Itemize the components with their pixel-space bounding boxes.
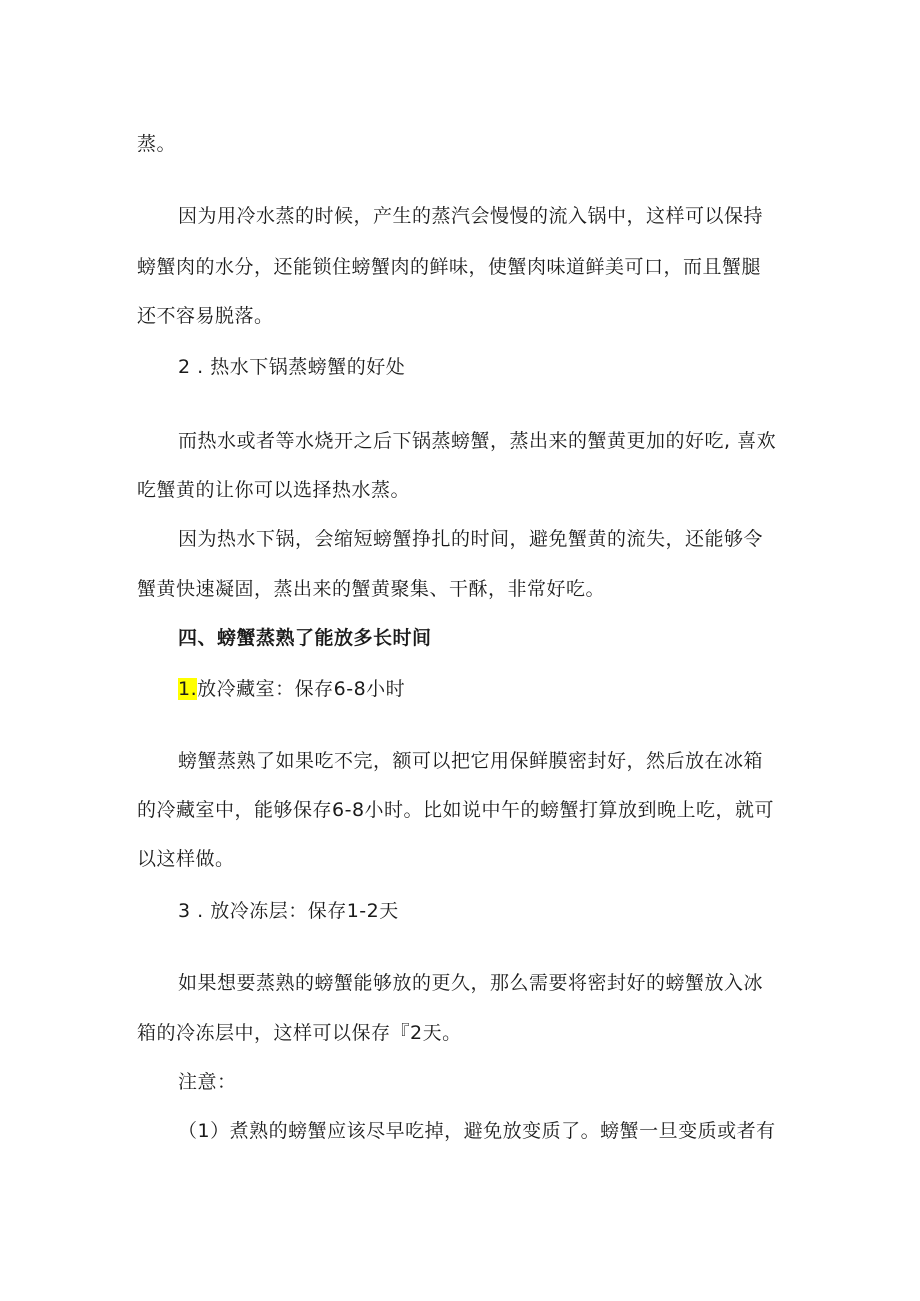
- paragraph-line: 因为热水下锅，会缩短螃蟹挣扎的时间，避免蟹黄的流失，还能够令: [178, 528, 764, 550]
- note-label: 注意：: [178, 1071, 237, 1093]
- paragraph-line: 蒸。: [137, 133, 177, 155]
- paragraph-line: （1）煮熟的螃蟹应该尽早吃掉，避免放变质了。螃蟹一旦变质或者有: [178, 1120, 776, 1142]
- subheading-line: 3 . 放冷冻层：保存1-2天: [178, 900, 399, 922]
- paragraph-line: 如果想要蒸熟的螃蟹能够放的更久，那么需要将密封好的螃蟹放入冰: [178, 972, 764, 994]
- subheading-line: [178, 676, 405, 702]
- paragraph-line: 箱的冷冻层中，这样可以保存『2天。: [137, 1022, 462, 1044]
- paragraph-line: 还不容易脱落。: [137, 305, 274, 327]
- paragraph-line: 以这样做。: [137, 848, 235, 870]
- paragraph-line: 而热水或者等水烧开之后下锅蒸螃蟹，蒸出来的蟹黄更加的好吃, 喜欢: [178, 430, 777, 452]
- subheading-text: 放冷藏室：保存6-8小时: [197, 678, 406, 700]
- paragraph-line: 蟹黄快速凝固，蒸出来的蟹黄聚集、干酥，非常好吃。: [137, 578, 606, 600]
- paragraph-line: 螃蟹肉的水分，还能锁住螃蟹肉的鲜味，使蟹肉味道鲜美可口，而且蟹腿: [137, 256, 762, 278]
- paragraph-line: 因为用冷水蒸的时候，产生的蒸汽会慢慢的流入锅中，这样可以保持: [178, 205, 764, 227]
- highlighted-number: 1.: [178, 678, 198, 700]
- paragraph-line: 吃蟹黄的让你可以选择热水蒸。: [137, 479, 411, 501]
- section-heading: 四、螃蟹蒸熟了能放多长时间: [178, 627, 432, 649]
- paragraph-line: 螃蟹蒸熟了如果吃不完，额可以把它用保鲜膜密封好，然后放在冰箱: [178, 750, 764, 772]
- paragraph-line: 的冷藏室中，能够保存6-8小时。比如说中午的螃蟹打算放到晚上吃，就可: [137, 799, 775, 821]
- subheading-line: 2 . 热水下锅蒸螃蟹的好处: [178, 356, 406, 378]
